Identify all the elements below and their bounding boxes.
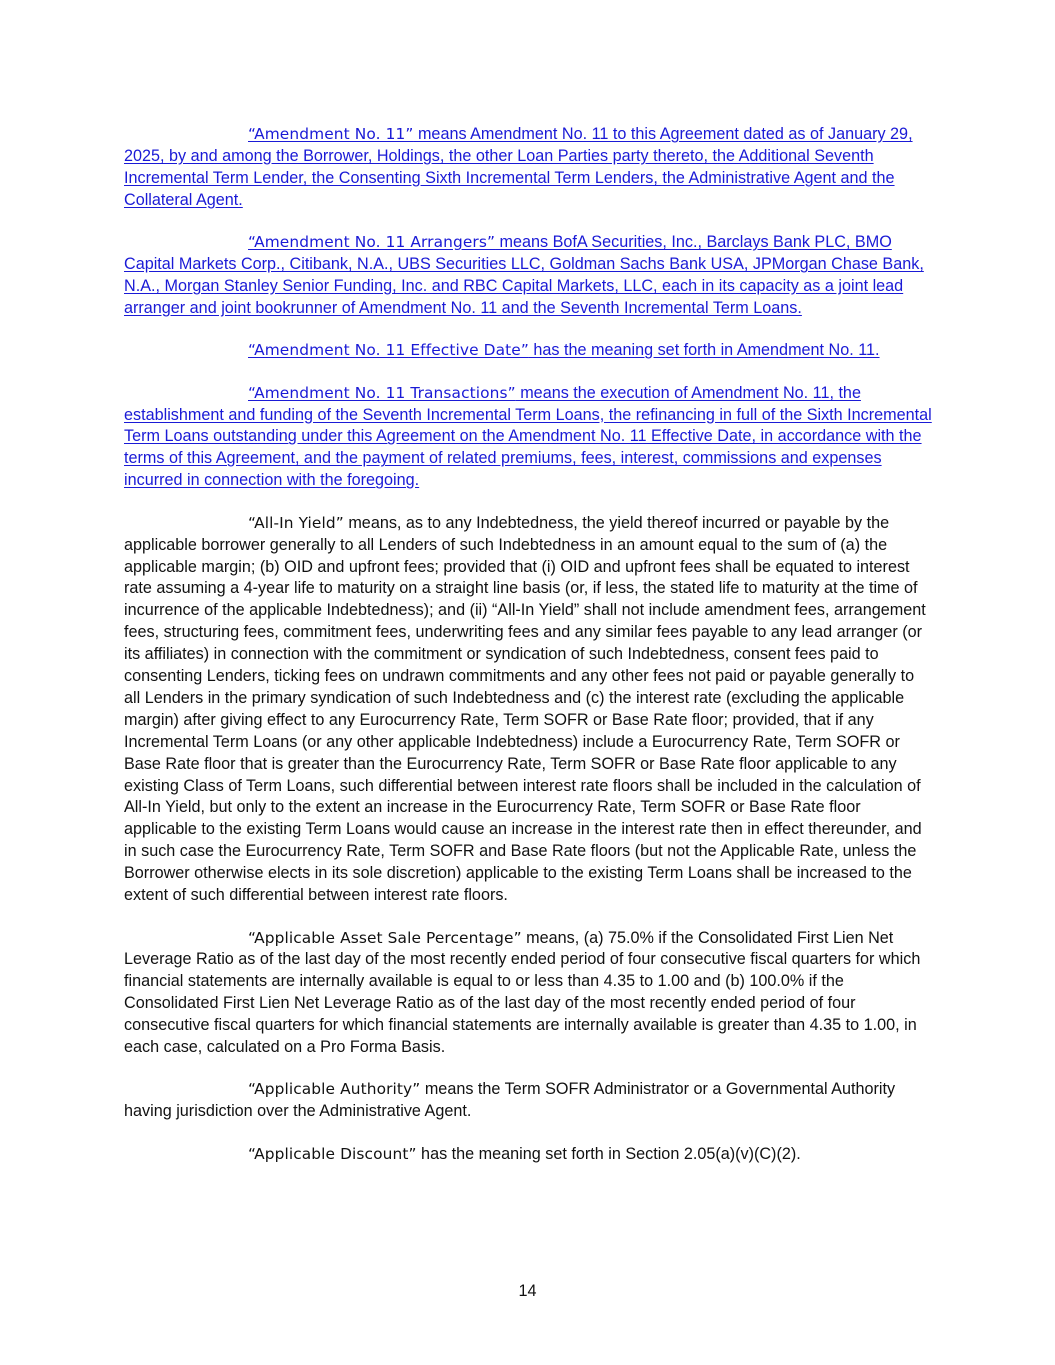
page-number: 14 [518,1282,537,1300]
definition-text: means the Term SOFR Administrator or a Governmental Authority having jurisdiction over the Administrative Agent. [124,1080,896,1121]
definition-amendment-no-11 [124,124,934,212]
defined-term: “Amendment No. 11 Transactions” [248,383,516,402]
document-page [124,124,934,1186]
definition-text: means, (a) 75.0% if the Consolidated First Lien Net Leverage Ratio as of the last day of the most recently ended period of four consecutive fiscal quarters for which financial statements are internally available is equal to or less than 4.35 to 1.00 and (b) 100.0% if the Consolidated First Lien Net Leverage Ratio as of the last day of the most recently ended period of four consecutive fiscal quarters for which financial statements are internally available is greater than 4.35 to 1.00, in each case, calculated on a Pro Forma Basis. [124,928,921,1057]
definition-text: means, as to any Indebtedness, the yield thereof incurred or payable by the applicable borrower generally to all Lenders of such Indebtedness in an amount equal to the sum of (a) the applicable margin; (b) OID and upfront fees; provided that (i) OID and upfront fees shall be equated to interest rate assuming a 4-year life to maturity on a straight line basis (or, if less, the stated life to maturity at the time of incurrence of the applicable Indebtedness); and (ii) “All-In Yield” shall not include amendment fees, arrangement fees, structuring fees, commitment fees, underwriting fees and any similar fees payable to any lead arranger (or its affiliates) in connection with the commitment or syndication of such Indebtedness, consent fees paid to consenting Lenders, ticking fees on undrawn commitments and any other fees not paid or payable generally to all Lenders in the primary syndication of such Indebtedness and (c) the interest rate (excluding the applicable margin) after giving effect to any Eurocurrency Rate, Term SOFR or Base Rate floor; provided, that if any Incremental Term Loans (or any other applicable Indebtedness) include a Eurocurrency Rate, Term SOFR or Base Rate floor that is greater than the Eurocurrency Rate, Term SOFR or Base Rate floor applicable to any existing Class of Term Loans, such differential between interest rate floors shall be included in the calculation of All-In Yield, but only to the extent an increase in the Eurocurrency Rate, Term SOFR or Base Rate floor applicable to the existing Term Loans would cause an increase in the interest rate then in effect thereunder, and in such case the Eurocurrency Rate, Term SOFR and Base Rate floors (but not the Applicable Rate, unless the Borrower otherwise elects in its sole discretion) applicable to the existing Term Loans shall be increased to the extent of such differential between interest rate floors. [124,513,926,905]
definition-amendment-no-11-arrangers [124,232,934,320]
definition-amendment-no-11-transactions [124,383,934,493]
definition-amendment-no-11-effective-date [124,340,934,362]
definition-all-in-yield [124,513,934,907]
definition-text: means BofA Securities, Inc., Barclays Bank PLC, BMO Capital Markets Corp., Citibank, N.A., UBS Securities LLC, Goldman Sachs Bank USA, JPMorgan Chase Bank, N.A., Morgan Stanley Senior Funding, Inc. and RBC Capital Markets, LLC, each in its capacity as a joint lead arranger and joint bookrunner of Amendment No. 11 and the Seventh Incremental Term Loans. [124,233,924,317]
defined-term: “Amendment No. 11” [248,125,414,143]
definition-applicable-asset-sale-percentage [124,928,934,1059]
defined-term: “Amendment No. 11 Effective Date” [248,341,529,360]
defined-term: “Applicable Asset Sale Percentage” [248,928,522,947]
definition-text: means Amendment No. 11 to this Agreement dated as of January 29, 2025, by and among the Borrower, Holdings, the other Loan Parties party thereto, the Additional Seventh Incremental Term Lender, the Consenting Sixth Incremental Term Lenders, the Administrative Agent and the Collateral Agent. [124,125,913,209]
defined-term: “Applicable Discount” [248,1144,417,1163]
definition-text: has the meaning set forth in Section 2.05(a)(v)(C)(2). [416,1144,801,1163]
definition-applicable-discount [124,1144,934,1166]
definition-applicable-authority [124,1079,934,1123]
defined-term: “Applicable Authority” [248,1080,421,1099]
defined-term: “Amendment No. 11 Arrangers” [248,233,496,252]
defined-term: “All-In Yield” [248,513,344,532]
definition-text: means the execution of Amendment No. 11, the establishment and funding of the Seventh Incremental Term Loans, the refinancing in full of the Sixth Incremental Term Loans outstanding under this Agreement on the Amendment No. 11 Effective Date, in accordance with the terms of this Agreement, and the payment of related premiums, fees, interest, commissions and expenses incurred in connection with the foregoing. [124,383,932,490]
definition-text: has the meaning set forth in Amendment No. 11. [528,341,880,360]
